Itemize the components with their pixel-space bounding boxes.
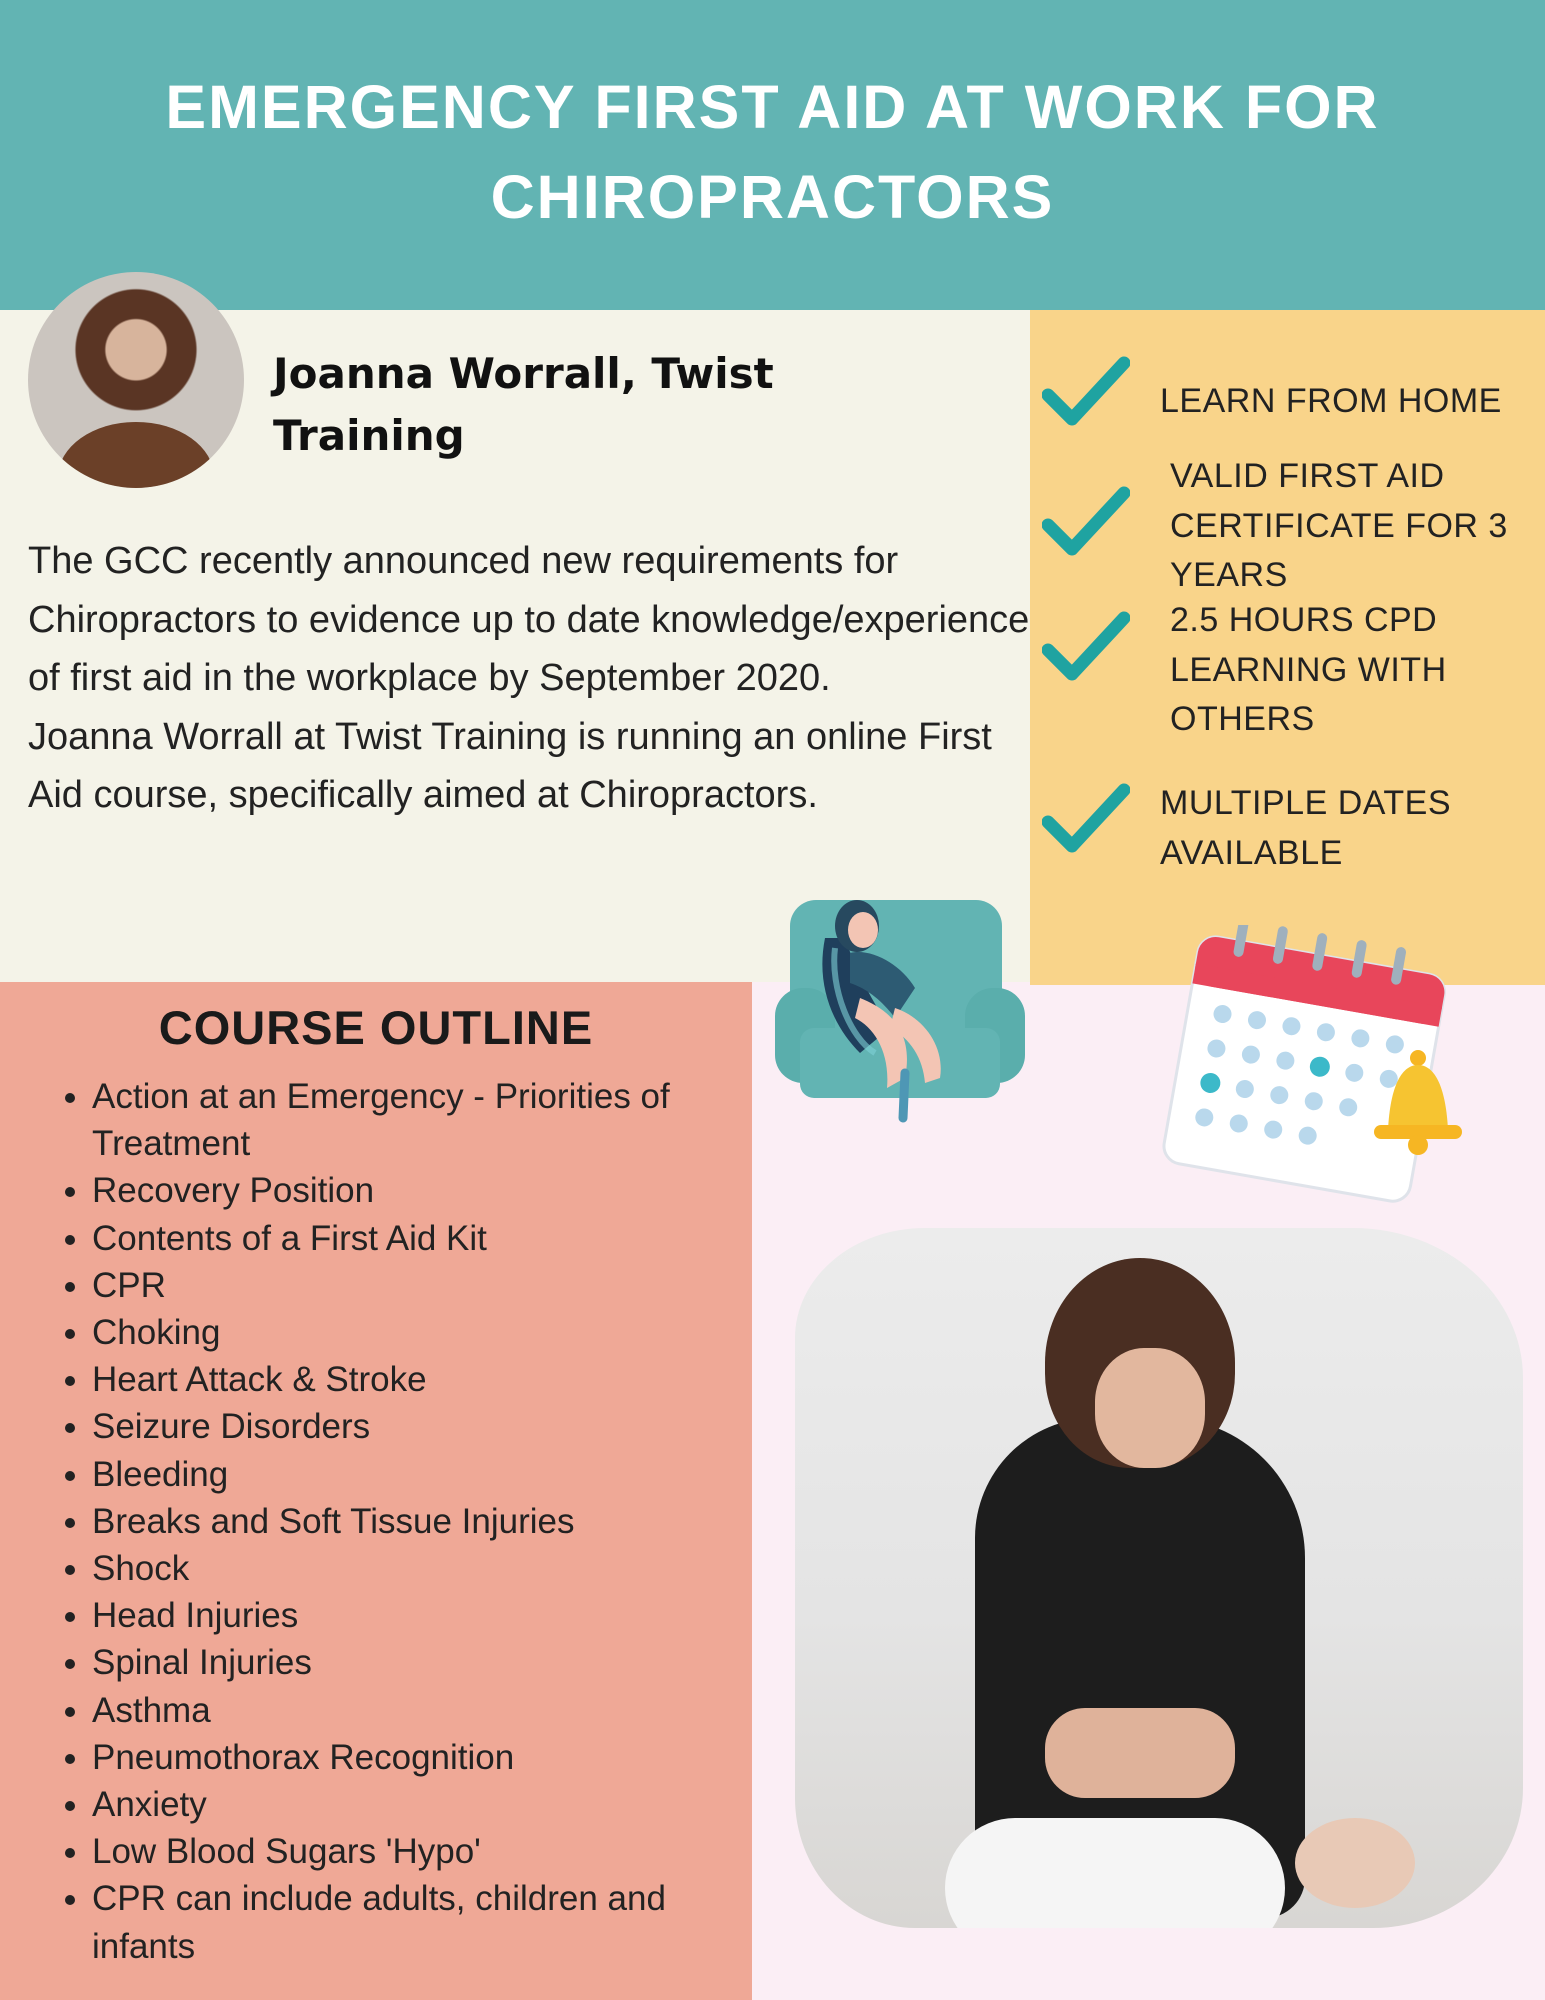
list-item: • Spinal Injuries <box>92 1639 772 1686</box>
list-item: • Action at an Emergency - Priorities of Treatment <box>92 1073 772 1167</box>
list-item: • CPR can include adults, children and infants <box>92 1875 772 1969</box>
list-item: • Bleeding <box>92 1451 772 1498</box>
list-item: • Anxiety <box>92 1781 772 1828</box>
benefit-label: 2.5 HOURS CPD LEARNING WITH OTHERS <box>1170 601 1447 738</box>
list-item: • Recovery Position <box>92 1167 772 1214</box>
avatar <box>28 272 244 488</box>
check-icon <box>1042 355 1130 429</box>
list-item: • Low Blood Sugars 'Hypo' <box>92 1828 772 1875</box>
list-item: • Head Injuries <box>92 1592 772 1639</box>
cpr-training-photo <box>795 1228 1523 1928</box>
benefit-label: LEARN FROM HOME <box>1160 382 1502 420</box>
intro-text <box>28 532 1038 825</box>
list-item: • Seizure Disorders <box>92 1403 772 1450</box>
page-title: EMERGENCY FIRST AID AT WORK FOR CHIROPRACTORS <box>165 73 1380 231</box>
check-icon <box>1042 610 1130 684</box>
calendar-bell-illustration <box>1160 925 1465 1210</box>
benefit-label: MULTIPLE DATES AVAILABLE <box>1160 784 1452 872</box>
intro-paragraph-2: Joanna Worrall at Twist Training is running an online First Aid course, specifically aimed at Chiropractors. <box>28 715 992 816</box>
list-item: • Contents of a First Aid Kit <box>92 1215 772 1262</box>
list-item: • Asthma <box>92 1687 772 1734</box>
list-item: • Choking <box>92 1309 772 1356</box>
list-item: • CPR <box>92 1262 772 1309</box>
author-name: Joanna Worrall, Twist Training <box>273 349 774 460</box>
benefit-label: VALID FIRST AID CERTIFICATE FOR 3 YEARS <box>1170 457 1508 594</box>
list-item: • Shock <box>92 1545 772 1592</box>
woman-on-armchair-illustration <box>775 878 1025 1123</box>
check-icon <box>1042 782 1130 856</box>
course-outline-title: COURSE OUTLINE <box>158 1001 594 1054</box>
list-item: • Breaks and Soft Tissue Injuries <box>92 1498 772 1545</box>
list-item: • Pneumothorax Recognition <box>92 1734 772 1781</box>
course-outline-list <box>55 1073 772 1970</box>
benefits-panel <box>1030 310 1545 985</box>
intro-paragraph-1: The GCC recently announced new requirements for Chiropractors to evidence up to date knowledge/experience of first aid in the workplace by September 2020. <box>28 540 1030 699</box>
check-icon <box>1042 485 1130 559</box>
list-item: • Heart Attack & Stroke <box>92 1356 772 1403</box>
